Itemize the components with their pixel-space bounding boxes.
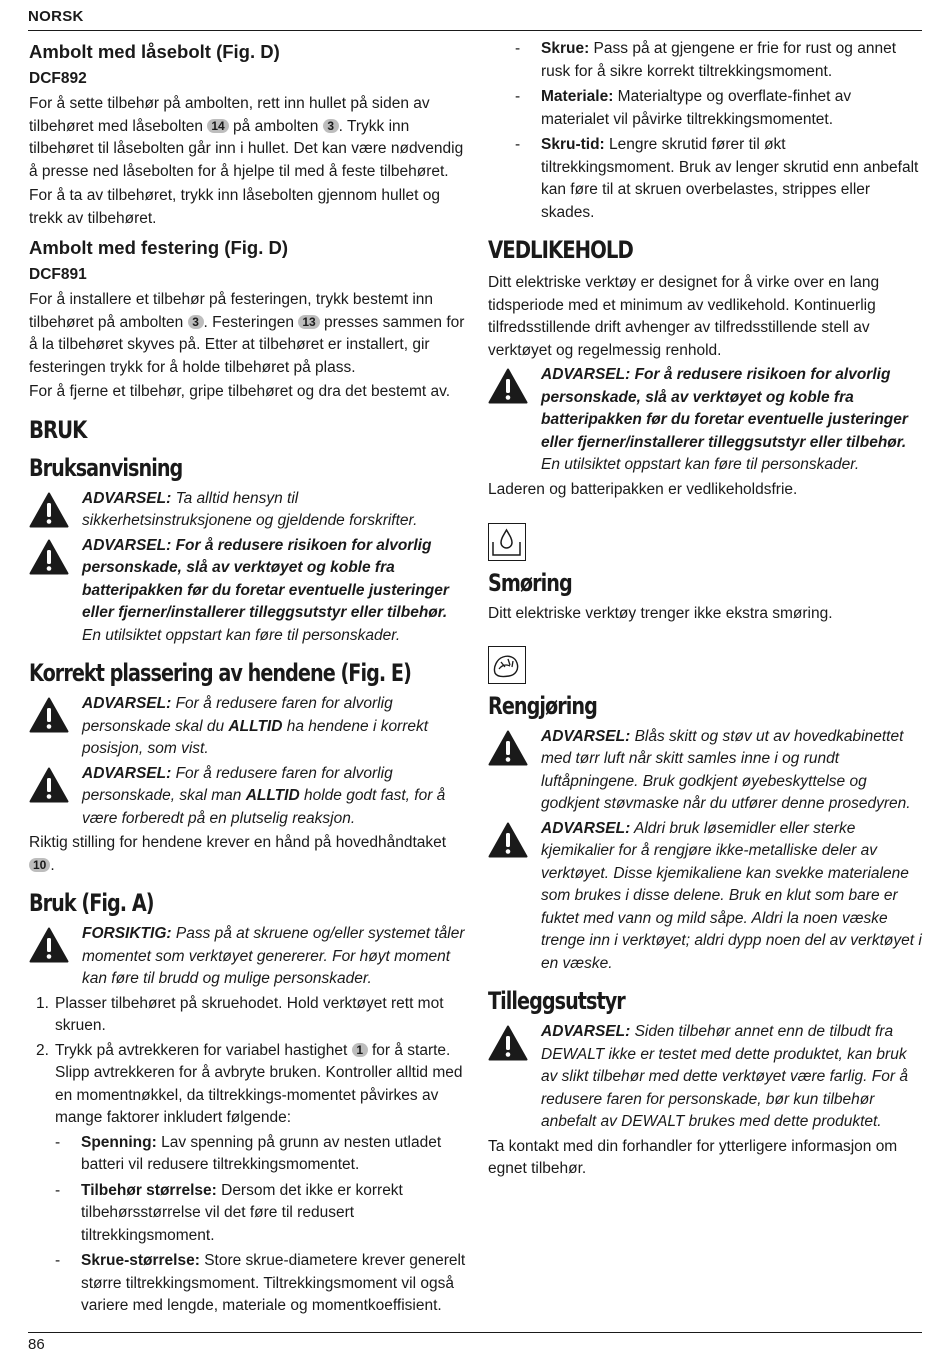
- paragraph: Riktig stilling for hendene krever en hånd på hovedhåndtaket 10 .: [29, 834, 447, 874]
- warning-triangle-icon: [488, 730, 528, 766]
- chapter-title-vedlikehold: VEDLIKEHOLD: [488, 236, 633, 264]
- cleaning-hands-icon: [488, 646, 526, 684]
- list-item: - Materiale: Materialtype og overflate-finhet av materialet vil påvirke tiltrekkingsmomentet.: [515, 88, 852, 128]
- warning-block: ADVARSEL: Aldri bruk løsemidler eller sterke kjemikalier for å rengjøre ikke-metalliske deler av verktøyet. Disse kjemikaliene kan svekke materialene som brukes i disse delene. Bruk en klut som bare er fuktet med vann og mild såpe. Aldri la noen væske trenge inn i verktøyet; aldri dypp noen del av verktøyet i en væske.: [488, 818, 922, 976]
- page-number: 86: [28, 1336, 45, 1353]
- chapter-title-bruk: BRUK: [29, 415, 87, 444]
- paragraph: Ditt elektriske verktøy er designet for å virke over en lang tidsperiode med et minimum av vedlikehold. Kontinuerlig tilfredsstillende drift avhenger av tilfredsstillende stell av verktøyet og regelmessig renhold.: [488, 274, 880, 359]
- warning-block: ADVARSEL: Blås skitt og støv ut av hovedkabinettet med tørr luft når skitt samles inne i og rundt luftåpningene. Bruk godkjent øyebeskyttelse og godkjent støvmaske når du utfører denne prosedyren.: [488, 726, 922, 816]
- lubrication-drop-icon: [488, 523, 526, 561]
- section-title-bruk-fig: Bruk (Fig. A): [29, 889, 154, 917]
- warning-triangle-icon: [29, 492, 69, 528]
- paragraph: For å installere et tilbehør på festeringen, trykk bestemt inn tilbehøret på ambolten 3 . Festeringen 13 presses sammen for å la tilbehøret skyves på. Etter at tilbehøret er installert, gir festeringen trykk for å holde tilbehøret på plass.: [29, 291, 465, 376]
- factor-list-continued: [488, 38, 922, 224]
- list-item: - Skrue-størrelse: Store skrue-diametere krever generelt større tiltrekkingsmoment. Tiltrekkingsmoment vil også variere med lengde, materiale og momentkoeffisient.: [55, 1252, 466, 1314]
- section-title-locking-bolt: Ambolt med låsebolt (Fig. D): [29, 41, 280, 62]
- list-item: 2. Trykk på avtrekkeren for variabel hastighet 1 for å starte. Slipp avtrekkeren for å avbryte bruken. Kontroller alltid med en momentnøkkel, da tiltrekkings-momentet påvirkes av mange faktorer inkludert følgende: - Spenning: Lav spenning på grunn av nesten utladet batteri vil redusere tiltrekkingsmomentet. - Tilbehør størrelse: Dersom det ikke er korrekt tilbehørsstørrelse vil det føre til redusert tiltrekkingsmoment. - Skrue-størrelse: Store skrue-diametere krever generelt større tiltrekkingsmoment. Tiltrekkingsmoment vil også variere med lengde, materiale og momentkoeffisient.: [55, 1040, 469, 1318]
- ref-number: 1: [352, 1043, 368, 1057]
- ref-number: 3: [188, 315, 204, 329]
- list-item: - Spenning: Lav spenning på grunn av nesten utladet batteri vil redusere tiltrekkingsmomentet.: [55, 1133, 442, 1173]
- factor-list: [55, 1132, 469, 1318]
- list-item: - Tilbehør størrelse: Dersom det ikke er korrekt tilbehørsstørrelse vil det føre til redusert tiltrekkingsmoment.: [55, 1181, 403, 1244]
- left-column: [29, 38, 469, 1321]
- steps-list: [29, 993, 469, 1318]
- model-label: DCF891: [29, 266, 87, 283]
- ref-number: 14: [207, 119, 228, 133]
- section-title-rengjoring: Rengjøring: [488, 691, 597, 720]
- section-title-smoring: Smøring: [488, 569, 572, 597]
- list-item: - Skru-tid: Lengre skrutid fører til økt tiltrekkingsmoment. Bruk av lenger skrutid enn anbefalt kan føre til at skruen overbelastes, strippes eller skades.: [515, 136, 919, 221]
- paragraph: Ditt elektriske verktøy trenger ikke ekstra smøring.: [488, 605, 833, 622]
- section-title-hand-position: Korrekt plassering av hendene (Fig. E): [29, 659, 411, 687]
- paragraph: For å sette tilbehør på ambolten, rett inn hullet på siden av tilbehøret med låsebolten 14 på ambolten 3 . Trykk inn tilbehøret til låsebolten går inn i hullet. Det kan være nødvendig å presse ned låsebolten for å hjelpe til med å feste tilbehøret.: [29, 95, 464, 180]
- paragraph: Ta kontakt med din forhandler for ytterligere informasjon om egnet tilbehør.: [488, 1137, 898, 1177]
- section-title-bruksanvisning: Bruksanvisning: [29, 453, 183, 482]
- section-title-retaining-ring: Ambolt med festering (Fig. D): [29, 237, 288, 258]
- section-title-tilleggsutstyr: Tilleggsutstyr: [488, 987, 625, 1015]
- paragraph: For å fjerne et tilbehør, gripe tilbehøret og dra det bestemt av.: [29, 383, 451, 400]
- warning-triangle-icon: [488, 822, 528, 858]
- language-label: NORSK: [28, 8, 84, 25]
- warning-block: ADVARSEL: For å redusere faren for alvorlig personskade, skal man ALLTID holde godt fast, for å være forberedt på en plutselig reaksjon.: [29, 763, 469, 831]
- model-label: DCF892: [29, 70, 87, 87]
- ref-number: 13: [298, 315, 319, 329]
- warning-triangle-icon: [488, 1025, 528, 1061]
- warning-block: ADVARSEL: Ta alltid hensyn til sikkerhetsinstruksjonene og gjeldende forskrifter.: [29, 488, 469, 533]
- ref-number: 10: [29, 858, 50, 872]
- paragraph: For å ta av tilbehøret, trykk inn låsebolten gjennom hullet og trekk av tilbehøret.: [29, 187, 440, 227]
- list-item: - Skrue: Pass på at gjengene er frie for rust og annet rusk for å sikre korrekt tiltrekkingsmoment.: [515, 40, 896, 80]
- right-column: [488, 38, 922, 1183]
- caution-block: FORSIKTIG: Pass på at skruene og/eller systemet tåler momentet som verktøyet genererer. For høyt moment kan føre til brudd og mulige personskader.: [29, 923, 469, 991]
- warning-block: ADVARSEL: Siden tilbehør annet enn de tilbudt fra DEWALT ikke er testet med dette produktet, kan bruk av slikt tilbehør med dette verktøyet være farlig. For å redusere faren for personskade, bør kun tilbehør anbefalt av DEWALT brukes med dette produktet.: [488, 1021, 922, 1134]
- page-header: [28, 8, 922, 31]
- list-item: 1. Plasser tilbehøret på skruehodet. Hold verktøyet rett mot skruen.: [36, 994, 444, 1034]
- warning-triangle-icon: [29, 539, 69, 575]
- warning-block: ADVARSEL: For å redusere faren for alvorlig personskade skal du ALLTID ha hendene i korrekt posisjon, som vist.: [29, 693, 469, 761]
- footer-rule: [28, 1332, 922, 1333]
- warning-block: ADVARSEL: For å redusere risikoen for alvorlig personskade, slå av verktøyet og koble fra batteripakken før du foretar eventuelle justeringer eller fjerner/installerer tilleggsutstyr eller tilbehør. En utilsiktet oppstart kan føre til personskader.: [29, 535, 469, 648]
- warning-triangle-icon: [29, 697, 69, 733]
- warning-block: ADVARSEL: For å redusere risikoen for alvorlig personskade, slå av verktøyet og koble fra batteripakken før du foretar eventuelle justeringer eller fjerner/installerer tilleggsutstyr eller tilbehør. En utilsiktet oppstart kan føre til personskader.: [488, 364, 922, 477]
- warning-triangle-icon: [488, 368, 528, 404]
- warning-triangle-icon: [29, 927, 69, 963]
- paragraph: Laderen og batteripakken er vedlikeholdsfrie.: [488, 480, 798, 498]
- ref-number: 3: [323, 119, 339, 133]
- warning-triangle-icon: [29, 767, 69, 803]
